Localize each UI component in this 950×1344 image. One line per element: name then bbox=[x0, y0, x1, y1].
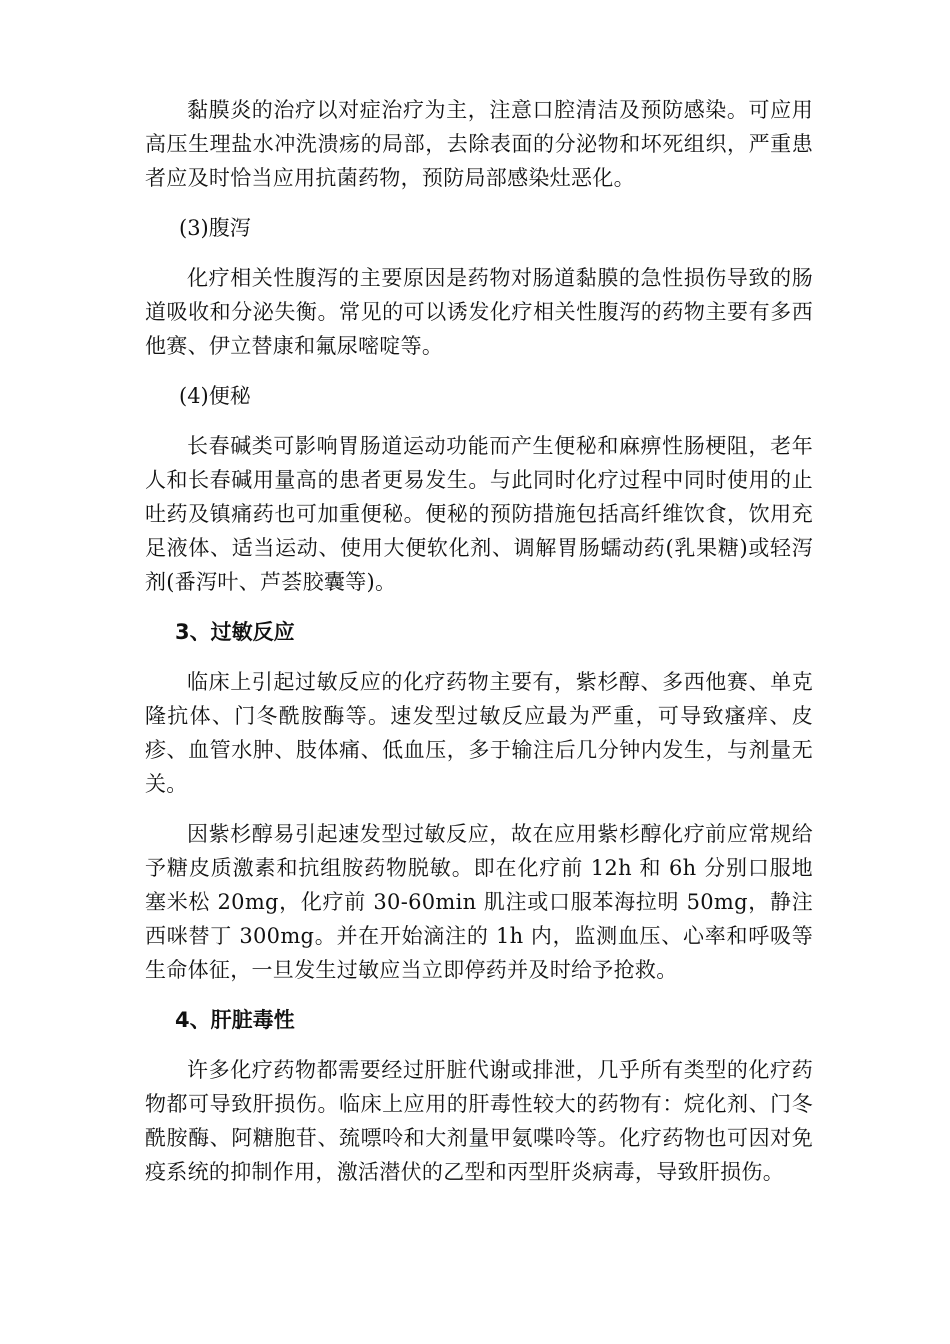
paragraph-paclitaxel-desensitization: 因紫杉醇易引起速发型过敏反应，故在应用紫杉醇化疗前应常规给予糖皮质激素和抗组胺药物脱敏。即在化疗前 12h 和 6h 分别口服地塞米松 20mg，化疗前 30-60min 肌注或口服苯海拉明 50mg，静注西咪替丁 300mg。并在开始滴注的 1h 内，监测血压、心率和呼吸等生命体征，一旦发生过敏应当立即停药并及时给予抢救。 bbox=[145, 822, 813, 982]
paragraph-diarrhea: 化疗相关性腹泻的主要原因是药物对肠道黏膜的急性损伤导致的肠道吸收和分泌失衡。常见的可以诱发化疗相关性腹泻的药物主要有多西他赛、伊立替康和氟尿嘧啶等。 bbox=[145, 266, 813, 358]
paragraph-constipation: 长春碱类可影响胃肠道运动功能而产生便秘和麻痹性肠梗阻，老年人和长春碱用量高的患者更易发生。与此同时化疗过程中同时使用的止吐药及镇痛药也可加重便秘。便秘的预防措施包括高纤维饮食，饮用充足液体、适当运动、使用大便软化剂、调解胃肠蠕动药(乳果糖)或轻泻剂(番泻叶、芦荟胶囊等)。 bbox=[145, 434, 813, 594]
paragraph-allergic-drugs: 临床上引起过敏反应的化疗药物主要有，紫杉醇、多西他赛、单克隆抗体、门冬酰胺酶等。速发型过敏反应最为严重，可导致瘙痒、皮疹、血管水肿、肢体痛、低血压，多于输注后几分钟内发生，与剂量无关。 bbox=[145, 670, 813, 796]
section-heading-hepatotoxicity: 4、肝脏毒性 bbox=[175, 1008, 295, 1032]
section-heading-allergic-reaction: 3、过敏反应 bbox=[175, 620, 295, 644]
paragraph-hepatotoxicity: 许多化疗药物都需要经过肝脏代谢或排泄，几乎所有类型的化疗药物都可导致肝损伤。临床上应用的肝毒性较大的药物有：烷化剂、门冬酰胺酶、阿糖胞苷、巯嘌呤和大剂量甲氨喋呤等。化疗药物也可因对免疫系统的抑制作用，激活潜伏的乙型和丙型肝炎病毒，导致肝损伤。 bbox=[145, 1058, 813, 1184]
subheading-constipation: (4)便秘 bbox=[179, 384, 251, 408]
paragraph-mucositis-treatment: 黏膜炎的治疗以对症治疗为主，注意口腔清洁及预防感染。可应用高压生理盐水冲洗溃疡的局部，去除表面的分泌物和坏死组织，严重患者应及时恰当应用抗菌药物，预防局部感染灶恶化。 bbox=[145, 98, 813, 190]
subheading-diarrhea: (3)腹泻 bbox=[179, 216, 251, 240]
document-page bbox=[145, 93, 813, 1205]
